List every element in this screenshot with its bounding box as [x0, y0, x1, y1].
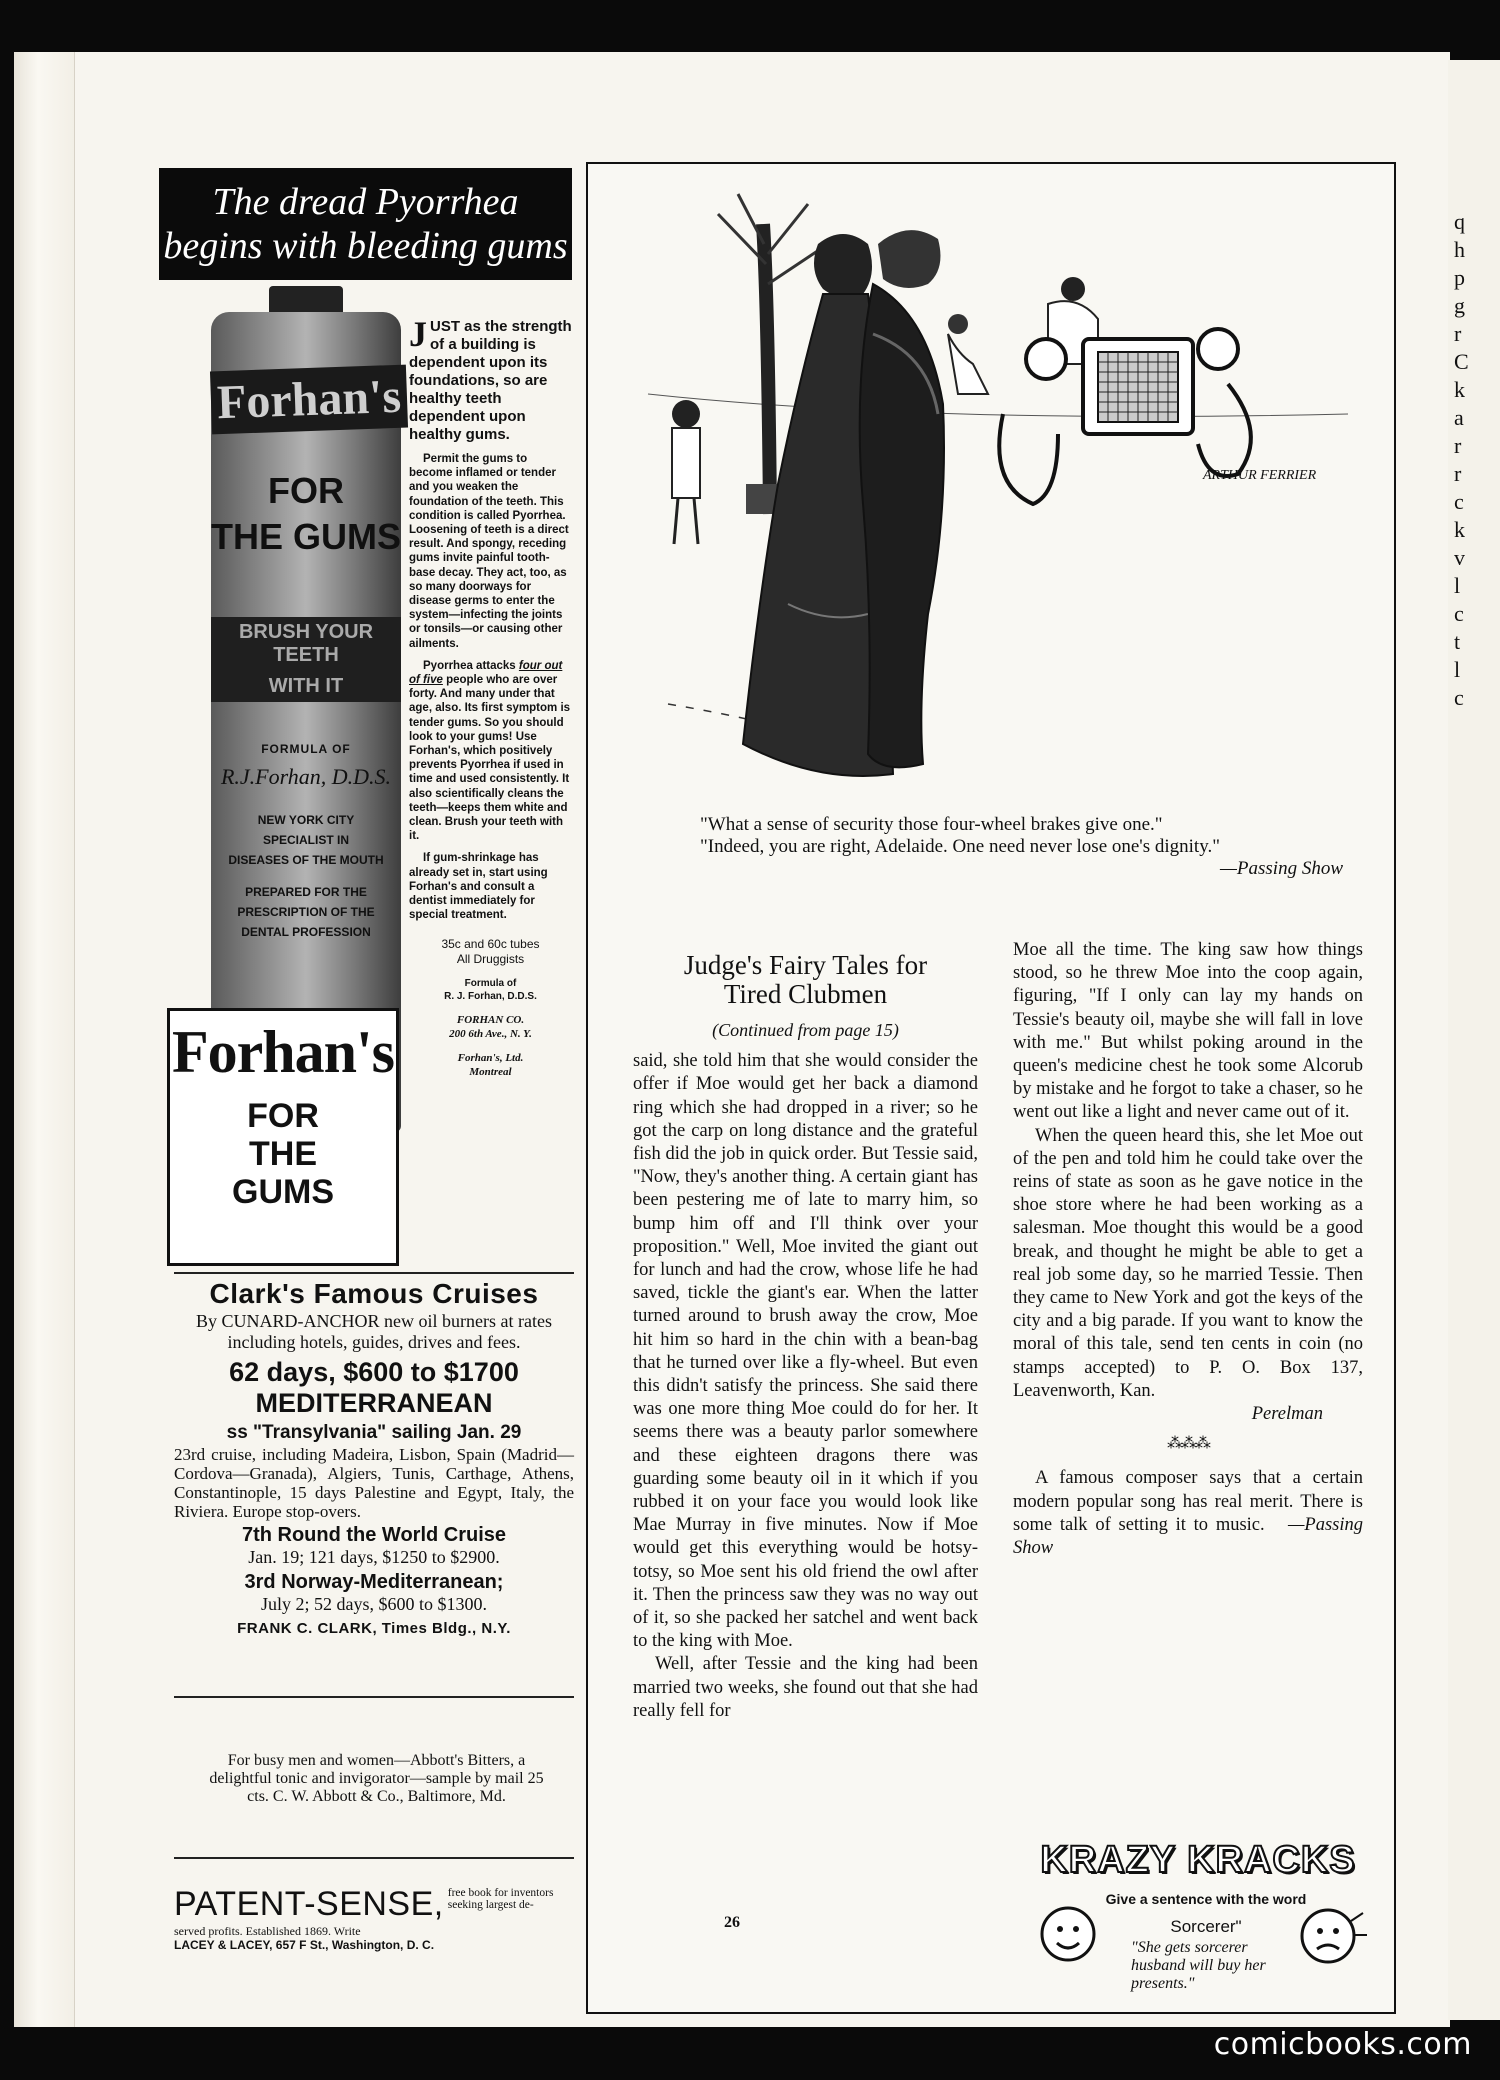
adjacent-page-letter: h	[1454, 237, 1465, 262]
tube-signature: R.J.Forhan, D.D.S.	[220, 764, 392, 789]
price-line-2: All Druggists	[456, 951, 525, 966]
adjacent-page-letter: p	[1454, 265, 1465, 290]
tube-prepared-3: DENTAL PROFESSION	[241, 925, 371, 939]
article-col2-paragraph-2: When the queen heard this, she let Moe out of the pen and told him he could take over the reins of state as soon as he gave notice in the shoe store where he had been working as a salesman. Moe thought this would be a good break, and thought he might be able to get a real job some day, so he married Tessie. Then they came to New York and got the keys of the city and a big parade. If you want to know the moral of this tale, send ten cents in coin (no stamps accepted) to P. O. Box 137, Leavenworth, Kan.	[1013, 1125, 1363, 1401]
joke-text: A famous composer says that a certain modern popular song has real merit. There is some talk of setting it to music.	[1013, 1468, 1363, 1535]
divider-rule	[174, 1272, 574, 1274]
krazy-answer: "She gets sorcerer husband will buy her presents."	[1131, 1939, 1266, 1992]
article-column-1	[633, 939, 978, 1723]
clark-world-line: Jan. 19; 121 days, $1250 to $2900.	[248, 1547, 500, 1567]
divider-rule	[174, 1696, 574, 1698]
box-for: FOR	[247, 1097, 319, 1135]
copy-paragraph-2	[409, 659, 572, 844]
adjacent-page-letter: k	[1454, 517, 1465, 542]
tube-specialist-2: DISEASES OF THE MOUTH	[228, 853, 384, 867]
clark-subtitle: By CUNARD-ANCHOR new oil burners at rates including hotels, guides, drives and fees.	[196, 1311, 552, 1352]
copy-price	[409, 937, 572, 967]
article-signature: Perelman	[1251, 1404, 1323, 1425]
krazy-kracks-title: KRAZY KRACKS	[1040, 1839, 1356, 1881]
adjacent-page-letter: r	[1454, 461, 1462, 486]
tube-brush-line1: BRUSH YOUR TEETH	[211, 617, 401, 671]
patent-side-text: free book for inventors seeking largest de-	[447, 1887, 554, 1911]
clark-headline-1: 62 days, $600 to $1700	[229, 1357, 519, 1387]
article-title-line-2: Tired Clubmen	[723, 979, 888, 1009]
caption-line-1: "What a sense of security those four-wheel brakes give one."	[700, 814, 1163, 835]
article-col2-paragraph-1: Moe all the time. The king saw how things stood, so he threw Moe into the coop again, figuring, "If I only can lay my hands on Tessie's beauty oil, maybe she will fall in love with me." But whilst poking around in the queen's medicine chest he took some Alcorub by mistake and he forgot to take a chaser, so he went out like a light and never came out of it.	[1013, 940, 1363, 1123]
divider-rule	[174, 1857, 574, 1859]
forhans-logo-box	[167, 1008, 399, 1266]
box-the: THE	[249, 1135, 317, 1173]
article-title	[633, 951, 978, 1009]
magazine-page	[14, 52, 1450, 2027]
clark-norway-line: July 2; 52 days, $600 to $1300.	[260, 1594, 487, 1614]
adjacent-page-letter: r	[1454, 433, 1462, 458]
copy-paragraph-1: Permit the gums to become inflamed or tender and you weaken the foundation of the teeth. This condition is called Pyorrhea. Loosening of teeth is a direct result. And spongy, receding gums invite painful tooth-base decay. They act, too, as so many doorways for disease germs to enter the system—infecting the joints or tonsils—or causing other ailments.	[409, 453, 569, 650]
caption-line-2-text: "Indeed, you are right, Adelaide. One need never lose one's dignity."	[700, 836, 1220, 857]
clark-footer: FRANK C. CLARK, Times Bldg., N.Y.	[237, 1620, 511, 1637]
face-icon	[1293, 1901, 1368, 1981]
article-continued: (Continued from page 15)	[712, 1020, 899, 1040]
patent-headline: PATENT-SENSE,	[174, 1885, 444, 1923]
adjacent-page-letter: c	[1454, 685, 1464, 710]
tube-prepared-2: PRESCRIPTION OF THE	[237, 905, 375, 919]
forhans-banner	[159, 168, 572, 280]
tube-prepared-1: PREPARED FOR THE	[245, 885, 367, 899]
tube-cap	[269, 286, 343, 312]
clark-norway: 3rd Norway-Mediterranean;	[244, 1571, 504, 1593]
patent-line-1: served profits. Established 1869. Write	[174, 1924, 361, 1938]
article-column-2	[1013, 939, 1363, 1560]
page-number: 26	[724, 1914, 740, 1931]
copy-company	[409, 1013, 572, 1041]
watermark: comicbooks.com	[1213, 2027, 1472, 2062]
adjacent-page-letter: a	[1454, 405, 1464, 430]
copy-p2-a: Pyorrhea attacks	[423, 659, 516, 672]
ltd-line-1: Forhan's, Ltd.	[457, 1051, 524, 1064]
page-binding	[14, 52, 75, 2027]
article-title-line-1: Judge's Fairy Tales for	[683, 950, 928, 980]
section-separator: ⁂⁂⁂	[1167, 1435, 1209, 1453]
copy-lead-text: UST as the strength of a building is dependent upon its foundations, so are healthy teeth dependent upon healthy gums.	[409, 318, 572, 443]
clark-cruises-advertisement	[174, 1277, 574, 1641]
face-icon	[1033, 1899, 1103, 1979]
adjacent-page-letter: t	[1454, 629, 1461, 654]
tube-specialist-1: SPECIALIST IN	[262, 833, 349, 847]
adjacent-page-letter: r	[1454, 321, 1462, 346]
adjacent-page-letter: k	[1454, 377, 1465, 402]
abbott-advertisement: For busy men and women—Abbott's Bitters, a delightful tonic and invigorator—sample by mail 25 cts. C. W. Abbott & Co., Baltimore, Md.	[209, 1752, 544, 1805]
price-line-1: 35c and 60c tubes	[441, 936, 540, 951]
tube-brush-line2: WITH IT	[211, 671, 401, 702]
caption-source: —Passing Show	[1220, 858, 1343, 879]
box-gums: GUMS	[232, 1173, 334, 1211]
cartoon-article-frame	[586, 162, 1396, 2014]
ltd-line-2: Montreal	[469, 1065, 512, 1078]
caption-line-2	[678, 836, 1343, 879]
adjacent-page-strip	[1448, 60, 1500, 2020]
copy-lead	[409, 314, 572, 444]
krazy-word: Sorcerer"	[1170, 1917, 1242, 1936]
joke-source: —Passing Show	[1013, 1514, 1363, 1559]
copy-ltd	[409, 1051, 572, 1079]
box-brand: Forhan's	[171, 1019, 395, 1085]
tube-gums: THE GUMS	[211, 516, 402, 557]
copy-p2-emphasis: four out of five	[409, 659, 563, 687]
cartoon-caption	[678, 814, 1343, 880]
adjacent-page-letter: c	[1454, 601, 1464, 626]
krazy-prompt: Give a sentence with the word	[1105, 1891, 1307, 1907]
tube-formula: FORMULA OF	[261, 742, 351, 756]
tube-for: FOR	[268, 470, 344, 511]
tube-text-block	[211, 810, 401, 942]
adjacent-page-letter: q	[1454, 209, 1465, 234]
article-col1-paragraph-2: Well, after Tessie and the king had been married two weeks, she found out that she had really fell for	[633, 1654, 978, 1721]
company-line-1: FORHAN CO.	[456, 1013, 525, 1026]
formula-line-2: R. J. Forhan, D.D.S.	[444, 990, 537, 1002]
banner-line-1: The dread Pyorrhea	[212, 181, 519, 223]
joke-paragraph	[1013, 1467, 1363, 1560]
copy-formula	[409, 977, 572, 1003]
forhans-advertisement	[159, 168, 572, 1260]
cartoonist-signature: ARTHUR FERRIER	[1203, 468, 1317, 483]
adjacent-page-letter: l	[1454, 657, 1461, 682]
copy-paragraph-3: If gum-shrinkage has already set in, start using Forhan's and consult a dentist immediately for special treatment.	[409, 852, 548, 922]
tube-city: NEW YORK CITY	[257, 813, 355, 827]
adjacent-page-letter: l	[1454, 573, 1461, 598]
adjacent-page-letter: g	[1454, 293, 1465, 318]
banner-line-2: begins with bleeding gums	[163, 225, 568, 267]
clark-headline-2: MEDITERRANEAN	[255, 1388, 493, 1418]
forhans-copy	[409, 314, 572, 1079]
clark-body: 23rd cruise, including Madeira, Lisbon, Spain (Madrid—Cordova—Granada), Algiers, Tunis, Carthage, Athens, Constantinople, 15 days Palestine and Egypt, Italy, the Riviera. Europe stop-overs.	[174, 1445, 574, 1521]
article-col1-paragraph-1: said, she told him that she would consider the offer if Moe would get her back a diamond ring which she had dropped in a river; so he got the carp on long distance and the grateful fish did the job in quick order. But Tessie said, "Now, they's another thing. A certain giant has been pestering me of late to marry him, so bump him off and I'll think over your proposition." Well, Moe invited the giant out for lunch and had the crow, whose life he had saved, tickle the giant's ear. When the latter turned around to brush away the crow, Moe hit him so hard in the chin with a bean-bag that he turned over like a fly-wheel. But even this didn't satisfy the princess. She said there was one more thing Moe could do for her. It seems there was a beauty parlor somewhere and these eighteen dragons there was guarding some beauty oil in it which if you rubbed it on your face you would look like Mae Murray in five minutes. Now if Moe would get this everything would be hotsy-totsy, so Moe sent his old friend the owl after it. Then the princess saw they was no way out of it, so she packed her satchel and went back to the king with Moe.	[633, 1051, 978, 1652]
adjacent-page-letter: c	[1454, 489, 1464, 514]
patent-line-2: LACEY & LACEY, 657 F St., Washington, D. C.	[174, 1938, 435, 1952]
adjacent-page-letter: C	[1454, 349, 1469, 374]
formula-line-1: Formula of	[464, 977, 517, 989]
cartoon-illustration	[628, 184, 1358, 904]
clark-world-cruise: 7th Round the World Cruise	[241, 1524, 507, 1546]
tube-brand: Forhan's	[210, 365, 408, 435]
clark-ship: ss "Transylvania" sailing Jan. 29	[226, 1422, 522, 1443]
adjacent-page-letter: v	[1454, 545, 1465, 570]
copy-p2-c: people who are over forty. And many under that age, also. Its first symptom is tender gums. So you should look to your gums! Use Forhan's, which positively prevents Pyorrhea if used in time and used consistently. It also scientifically cleans the teeth—keeps them white and clean. Brush your teeth with it.	[409, 674, 571, 843]
copy-dropcap: J	[409, 314, 427, 354]
company-line-2: 200 6th Ave., N. Y.	[449, 1027, 532, 1040]
clark-title: Clark's Famous Cruises	[209, 1278, 539, 1309]
